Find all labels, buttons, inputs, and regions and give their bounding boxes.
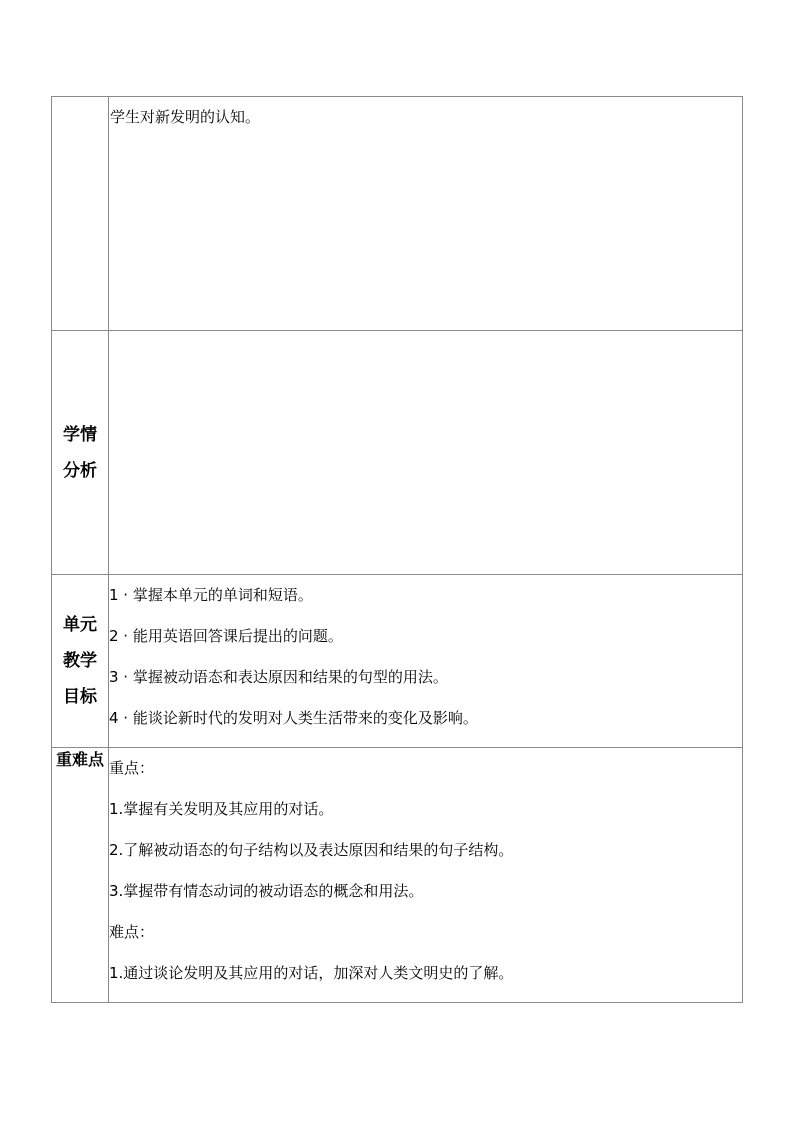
keypoint-line: 3.掌握带有情态动词的被动语态的概念和用法。 [109, 882, 424, 900]
table-row [52, 331, 743, 575]
row-label-cell [52, 97, 109, 331]
goal-item: 4 · 能谈论新时代的发明对人类生活带来的变化及影响。 [109, 709, 478, 727]
keypoint-line: 1.掌握有关发明及其应用的对话。 [109, 800, 334, 818]
goal-item: 2 · 能用英语回答课后提出的问题。 [109, 627, 343, 645]
table-row [52, 748, 743, 1003]
label-line: 教学 [63, 651, 97, 671]
keypoints-list [109, 748, 742, 1002]
row-label-cell [52, 331, 109, 575]
goals-list [109, 575, 742, 747]
label-line: 单元 [63, 615, 97, 635]
lesson-plan-table [51, 96, 743, 1003]
label-line: 学情 [63, 424, 97, 445]
keypoint-line: 2.了解被动语态的句子结构以及表达原因和结果的句子结构。 [109, 841, 514, 859]
label-line: 分析 [63, 460, 97, 481]
keypoint-line: 重点： [109, 759, 155, 777]
keypoint-line: 1.通过谈论发明及其应用的对话，加深对人类文明史的了解。 [109, 964, 514, 982]
row-label-cell [52, 748, 109, 1003]
goal-item: 1 · 掌握本单元的单词和短语。 [109, 586, 313, 604]
keypoints-cell [109, 748, 743, 1003]
cognition-text: 学生对新发明的认知。 [110, 108, 261, 126]
label-line: 重难点 [55, 750, 104, 769]
goal-item: 3 · 掌握被动语态和表达原因和结果的句型的用法。 [109, 668, 448, 686]
table-row [52, 575, 743, 748]
learner-analysis-cell [109, 331, 743, 575]
goals-cell [109, 575, 743, 748]
content-cell [109, 97, 743, 331]
keypoint-line: 难点： [109, 923, 155, 941]
label-line: 目标 [63, 687, 97, 707]
table-row [52, 97, 743, 331]
row-label-cell [52, 575, 109, 748]
